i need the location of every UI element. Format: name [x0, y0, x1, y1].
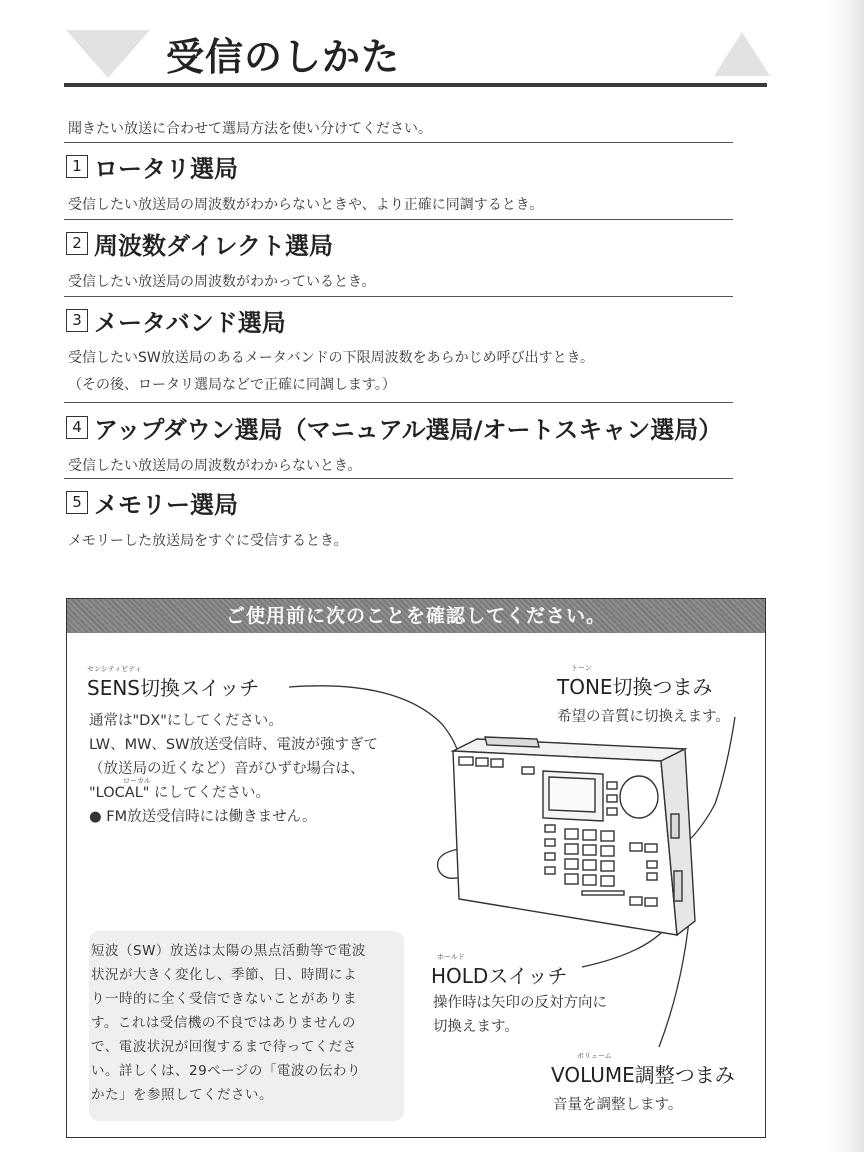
sens-text-5: ● FM放送受信時には働きません。	[89, 809, 317, 825]
local-ruby: ローカル	[123, 777, 151, 785]
method-3-desc: 受信したいSW放送局のあるメータバンドの下限周波数をあらかじめ呼び出すとき。	[68, 350, 595, 366]
volume-label: VOLUME調整つまみ	[551, 1063, 735, 1087]
method-number: 4	[66, 416, 88, 439]
tone-ruby: トーン	[571, 664, 592, 672]
decorative-triangle-down	[66, 30, 150, 78]
hold-text-1: 操作時は矢印の反対方向に	[433, 995, 607, 1011]
method-title: メモリー選局	[94, 491, 238, 519]
tone-label: TONE切換つまみ	[557, 675, 713, 699]
divider	[64, 478, 733, 479]
page-title: 受信のしかた	[166, 35, 401, 79]
method-number: 5	[66, 491, 88, 514]
method-5-heading	[66, 485, 238, 520]
sens-text-1: 通常は"DX"にしてください。	[89, 713, 283, 729]
sens-label: SENS切換スイッチ	[87, 676, 260, 700]
method-1-desc: 受信したい放送局の周波数がわからないときや、より正確に同調するとき。	[68, 197, 544, 213]
method-1-heading	[66, 149, 238, 184]
sw-note-line: い。詳しくは、29ページの「電波の伝わり	[91, 1063, 361, 1079]
volume-desc: 音量を調整します。	[553, 1097, 683, 1113]
method-title: メータバンド選局	[94, 309, 286, 337]
method-2-desc: 受信したい放送局の周波数がわかっているとき。	[68, 274, 376, 290]
radio-body	[453, 737, 695, 935]
sw-note-line: で、電波状況が回復するまで待ってくださ	[91, 1039, 357, 1055]
method-4-desc: 受信したい放送局の周波数がわからないとき。	[68, 458, 362, 474]
hold-ruby: ホールド	[437, 953, 465, 961]
sw-note-line: 短波（SW）放送は太陽の黒点活動等で電波	[91, 943, 366, 959]
method-5-desc: メモリーした放送局をすぐに受信するとき。	[68, 533, 348, 549]
volume-ruby: ボリューム	[577, 1052, 612, 1060]
method-title: 周波数ダイレクト選局	[94, 232, 334, 260]
hold-label: HOLDスイッチ	[431, 964, 568, 988]
page-edge-shadow	[824, 0, 864, 1152]
sw-note-line: す。これは受信機の不良ではありませんの	[91, 1015, 356, 1031]
decorative-triangle-up	[714, 32, 770, 76]
intro-text: 聞きたい放送に合わせて選局方法を使い分けてください。	[68, 121, 432, 137]
method-title: アップダウン選局（マニュアル選局/オートスキャン選局）	[94, 416, 723, 444]
sw-note-text	[89, 939, 404, 1107]
sw-note-line: かた」を参照してください。	[91, 1087, 273, 1103]
method-4-heading	[66, 410, 722, 445]
sens-text-2: LW、MW、SW放送受信時、電波が強すぎて	[89, 737, 378, 753]
sens-ruby: センシティビティ	[87, 665, 142, 673]
method-2-heading	[66, 226, 333, 261]
sens-text-4: "LOCAL" にしてください。	[89, 785, 271, 801]
divider	[64, 296, 733, 297]
sens-text-3: （放送局の近くなど）音がひずむ場合は、	[89, 761, 365, 777]
divider	[64, 402, 733, 403]
method-title: ロータリ選局	[94, 155, 238, 183]
method-3-desc-note: （その後、ロータリ選局などで正確に同調します。）	[68, 377, 396, 393]
sw-note-line: り一時的に全く受信できないことがありま	[91, 991, 357, 1007]
method-number: 1	[66, 155, 88, 178]
method-number: 2	[66, 232, 88, 255]
checklist-box	[66, 598, 766, 1138]
checklist-banner: ご使用前に次のことを確認してください。	[67, 599, 765, 633]
hold-text-2: 切換えます。	[433, 1019, 519, 1035]
divider	[64, 219, 733, 220]
title-rule	[64, 83, 767, 87]
tone-desc: 希望の音質に切換えます。	[557, 709, 730, 725]
divider	[64, 142, 733, 143]
method-3-heading	[66, 303, 286, 338]
sw-note-line: 状況が大きく変化し、季節、日、時間によ	[91, 967, 357, 983]
method-number: 3	[66, 309, 88, 332]
